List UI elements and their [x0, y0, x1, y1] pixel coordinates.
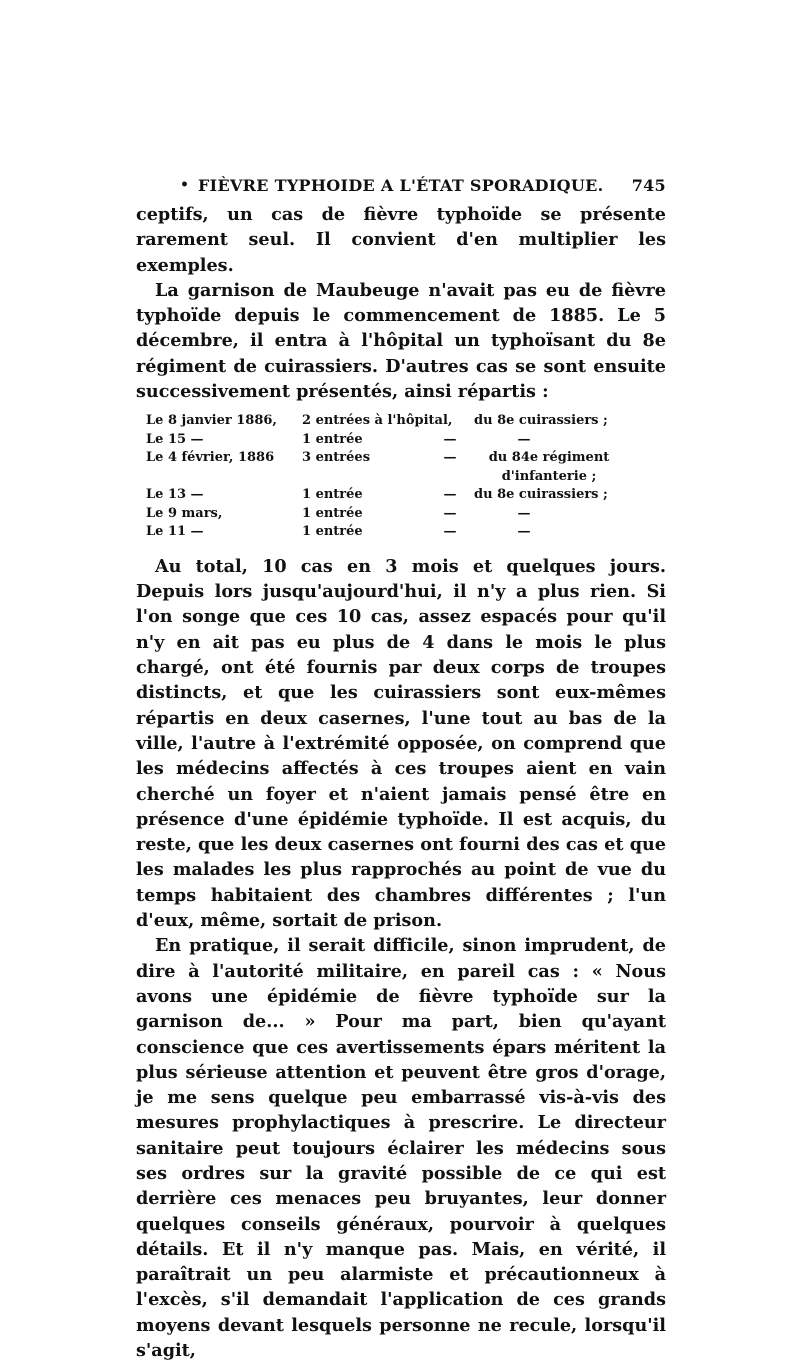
case-dash: —: [443, 487, 457, 503]
case-dash: —: [443, 431, 457, 447]
case-date: Le 11 —: [146, 524, 204, 540]
case-dash: —: [443, 524, 457, 540]
case-unit: du 8e cuirassiers ;: [474, 413, 608, 429]
cases-row: [146, 449, 666, 486]
cases-row: [146, 505, 666, 524]
case-date: Le 13 —: [146, 487, 204, 503]
case-date: Le 15 —: [146, 431, 204, 447]
cases-row: [146, 431, 666, 450]
case-dash: —: [443, 450, 457, 466]
case-entries: 1 entrée: [302, 524, 363, 540]
paragraph-continuation: ceptifs, un cas de fièvre typhoïde se présente rarement seul. Il convient d'en multiplier les exemples.: [136, 204, 666, 276]
running-head: [136, 172, 666, 202]
cases-table: [146, 412, 666, 542]
case-date: Le 9 mars,: [146, 505, 223, 521]
case-unit: du 84e régiment d'infanterie ;: [488, 450, 610, 484]
case-unit: —: [517, 431, 531, 447]
paragraph-maubeuge: La garnison de Maubeuge n'avait pas eu de fièvre typhoïde depuis le commencement de 1885. Le 5 décembre, il entra à l'hôpital un typhoïsant du 8e régiment de cuirassiers. D'autres cas se sont ensuite successivement présentés, ainsi répartis :: [136, 279, 666, 403]
paragraph-total: Au total, 10 cas en 3 mois et quelques jours. Depuis lors jusqu'aujourd'hui, il n'y a plus rien. Si l'on songe que ces 10 cas, assez espacés pour qu'il n'y en ait pas eu plus de 4 dans le mois le plus chargé, ont été fournis par deux corps de troupes distincts, et que les cuirassiers sont eux-mêmes répartis en deux casernes, l'une tout au bas de la ville, l'autre à l'extrémité opposée, on comprend que les médecins affectés à ces troupes aient en vain cherché un foyer et n'aient jamais pensé être en présence d'une épidémie typhoïde. Il est acquis, du reste, que les deux casernes ont fourni des cas et que les malades les plus rapprochés au point de vue du temps habitaient des chambres différentes ; l'un d'eux, même, sortait de prison.: [136, 555, 666, 932]
header-bullet: •: [180, 177, 190, 193]
running-title: FIÈVRE TYPHOIDE A L'ÉTAT SPORADIQUE.: [198, 176, 604, 195]
case-dash: —: [443, 505, 457, 521]
cases-row: [146, 412, 666, 431]
case-unit: du 8e cuirassiers ;: [474, 487, 608, 503]
case-unit: —: [517, 505, 531, 521]
book-page: [136, 172, 666, 1363]
case-date: Le 4 février, 1886: [146, 450, 275, 466]
cases-row: [146, 523, 666, 542]
case-entries: 3 entrées: [302, 450, 371, 466]
case-entries: 1 entrée: [302, 505, 363, 521]
cases-row: [146, 486, 666, 505]
case-unit: —: [517, 524, 531, 540]
page-number: 745: [631, 176, 666, 195]
case-date: Le 8 janvier 1886,: [146, 413, 277, 429]
case-entries: 1 entrée: [302, 487, 363, 503]
case-entries: 1 entrée: [302, 431, 363, 447]
paragraph-practice: En pratique, il serait difficile, sinon imprudent, de dire à l'autorité militaire, en pareil cas : « Nous avons une épidémie de fièvre typhoïde sur la garnison de... » Pour ma part, bien qu'ayant conscience que ces avertissements épars méritent la plus sérieuse attention et peuvent être gros d'orage, je me sens quelque peu embarrassé vis-à-vis des mesures prophylactiques à prescrire. Le directeur sanitaire peut toujours éclairer les médecins sous ses ordres sur la gravité possible de ce qui est derrière ces menaces peu bruyantes, leur donner quelques conseils généraux, pourvoir à quelques détails. Et il n'y manque pas. Mais, en vérité, il paraîtrait un peu alarmiste et précautionneux à l'excès, s'il demandait l'application de ces grands moyens devant lesquels personne ne recule, lorsqu'il s'agit,: [136, 935, 666, 1362]
case-entries: 2 entrées à l'hôpital,: [302, 413, 453, 429]
